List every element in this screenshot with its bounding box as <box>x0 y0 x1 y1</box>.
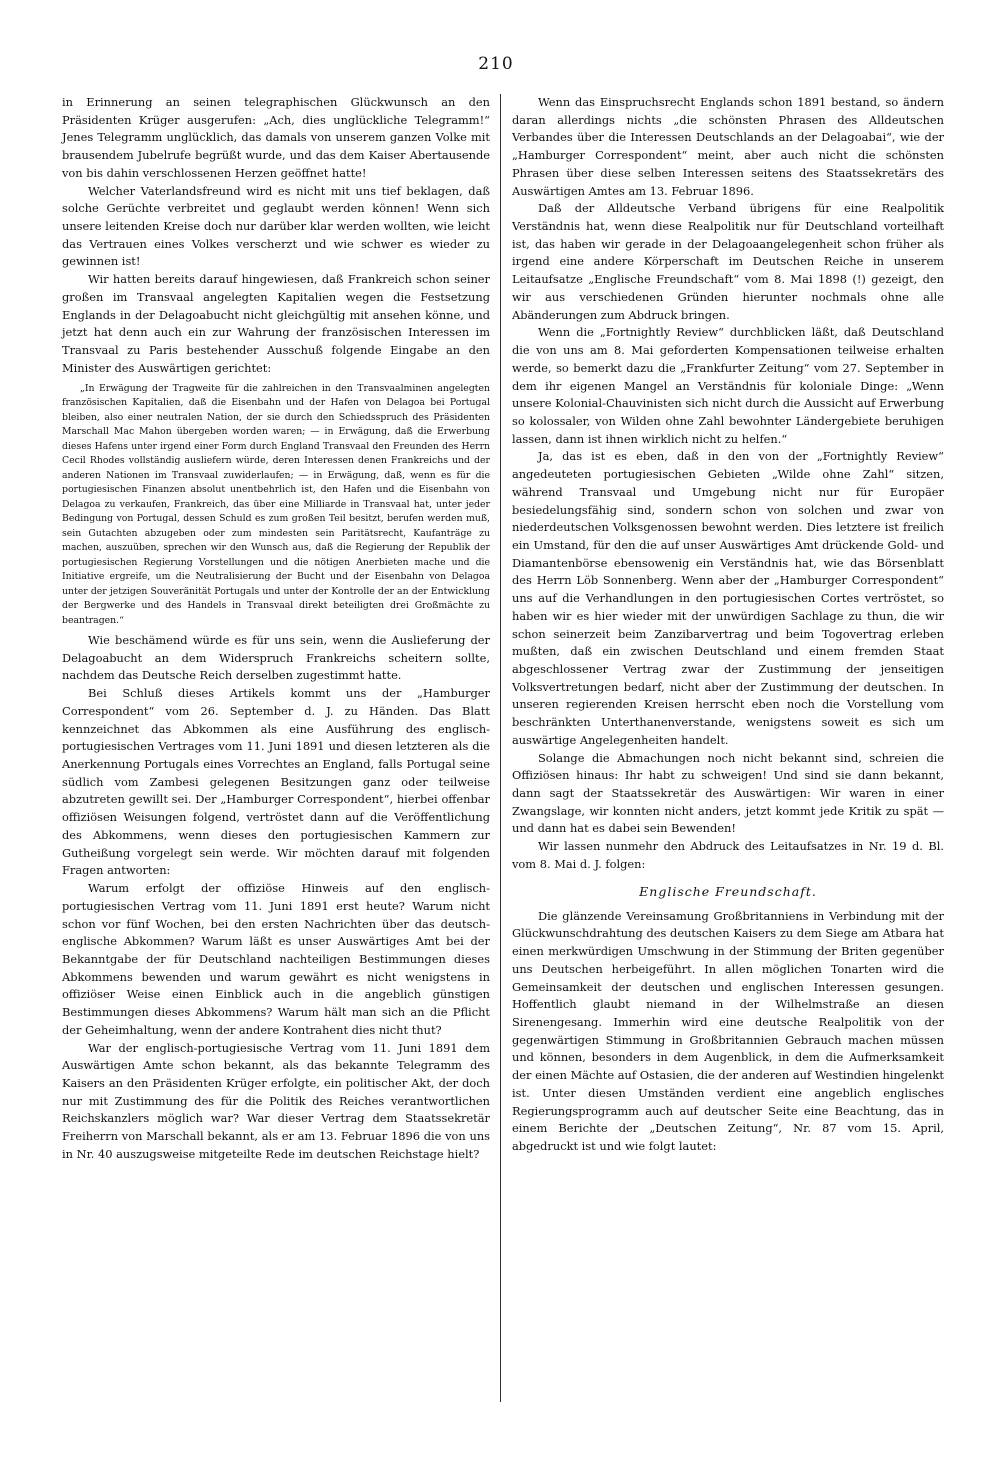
paragraph: Wenn das Einspruchsrecht Englands schon 1891 bestand, so ändern daran allerdings nichts „die schönsten Phrasen des Alldeutschen Verbandes über die Interessen Deutschlands an der Delagoabai“, wie der „Hamburger Correspondent“ meint, aber auch nicht die schönsten Phrasen über diese selben Interessen seitens des Staatssekretärs des Auswärtigen Amtes am 13. Februar 1896. <box>512 95 944 198</box>
column-divider <box>500 94 501 1402</box>
quoted-passage: „In Erwägung der Tragweite für die zahlreichen in den Transvaalminen angelegten französischen Kapitalien, daß die Eisenbahn und der Hafen von Delagoa bei Portugal bleiben, also einer neutralen Nation, der sie durch den Schiedsspruch des Präsidenten Marschall Mac Mahon übergeben worden waren; — in Erwägung, daß die Erwerbung dieses Hafens unter irgend einer Form durch England Transvaal den Freunden des Herrn Cecil Rhodes vollständig ausliefern würde, deren Interessen denen Frankreichs und der anderen Nationen im Transvaal zuwiderlaufen; — in Erwägung, daß, wenn es für die portugiesischen Finanzen absolut unentbehrlich ist, den Hafen und die Eisenbahn von Delagoa zu verkaufen, Frankreich, das über eine Milliarde in Transvaal hat, unter jeder Bedingung von Portugal, dessen Schuld es zum großen Teil besitzt, berufen werden muß, sein Gutachten abzugeben oder zum mindesten sein Paritätsrecht, Kaufanträge zu machen, auszuüben, sprechen wir den Wunsch aus, daß die Regierung der Republik der portugiesischen Regierung Vorstellungen und die nötigen Anerbieten mache und die Initiative ergreife, um die Neutralisierung der Bucht und der Eisenbahn von Delagoa unter der jetzigen Souveränität Portugals und unter der Kontrolle der an der Entwicklung der Bergwerke und des Handels in Transvaal direkt beteiligten drei Großmächte zu beantragen.“ <box>62 382 490 626</box>
paragraph: Bei Schluß dieses Artikels kommt uns der „Hamburger Correspondent“ vom 26. September d. J. zu Händen. Das Blatt kennzeichnet das Abkommen als eine Ausführung des englisch-portugiesischen Vertrages vom 11. Juni 1891 und diesen letzteren als die Anerkennung Portugals eines Vorrechtes an England, falls Portugal seine südlich vom Zambesi gelegenen Besitzungen ganz oder teilweise abzutreten gewillt sei. Der „Hamburger Correspondent“, hierbei offenbar offiziösen Weisungen folgend, vertröstet dann auf die Veröffentlichung des Abkommens, wenn dieses den portugiesischen Kammern zur Gutheißung vorgelegt sein werde. Wir möchten darauf mit folgenden Fragen antworten: <box>62 686 490 878</box>
paragraph: Welcher Vaterlandsfreund wird es nicht mit uns tief beklagen, daß solche Gerüchte verbreitet und geglaubt werden können! Wenn sich unsere leitenden Kreise doch nur darüber klar werden wollten, wie leicht das Vertrauen eines Volkes verscherzt und wie schwer es wieder zu gewinnen ist! <box>62 183 490 269</box>
paragraph: in Erinnerung an seinen telegraphischen Glückwunsch an den Präsidenten Krüger ausgerufen: „Ach, dies unglückliche Telegramm!“ Jenes Telegramm unglücklich, das damals von unserem ganzen Volke mit brausendem Jubelrufe begrüßt wurde, und das dem Kaiser Abertausende von bis dahin verschlossenen Herzen geöffnet hatte! <box>62 95 490 180</box>
paragraph: Ja, das ist es eben, daß in den von der „Fortnightly Review“ angedeuteten portugiesischen Gebieten „Wilde ohne Zahl“ sitzen, während Transvaal und Umgebung nicht nur für Europäer besiedelungsfähig sind, sondern schon von solchen und zwar von niederdeutschen Volksgenossen bewohnt werden. Dies letztere ist freilich ein Umstand, für den die auf unser Auswärtiges Amt drückende Gold- und Diamantenbörse ebensowenig ein Verständnis hat, wie das Börsenblatt des Herrn Löb Sonnenberg. Wenn aber der „Hamburger Correspondent“ uns auf die Verhandlungen in den portugiesischen Cortes vertröstet, so haben wir es hier wieder mit der unwürdigen Sachlage zu thun, die wir schon seinerzeit beim Zanzibarvertrag und beim Togovertrag erleben mußten, daß ein zwischen Deutschland und einem fremden Staat abgeschlossener Vertrag zwar der Zustimmung der jenseitigen Volksvertretungen bedarf, nicht aber der Zustimmung der deutschen. In unseren regierenden Kreisen herrscht eben noch die Vorstellung vom beschränkten Unterthanenverstande, wenigstens soweit es sich um auswärtige Angelegenheiten handelt. <box>512 449 944 747</box>
paragraph: Wie beschämend würde es für uns sein, wenn die Auslieferung der Delagoabucht an dem Widerspruch Frankreichs scheitern sollte, nachdem das Deutsche Reich derselben zugestimmt hatte. <box>62 633 490 683</box>
page-number: 210 <box>478 54 514 74</box>
paragraph: Die glänzende Vereinsamung Großbritanniens in Verbindung mit der Glückwunschdrahtung des deutschen Kaisers zu dem Siege am Atbara hat einen merkwürdigen Umschwung in der Stimmung der Briten gegenüber uns Deutschen herbeigeführt. In allen möglichen Tonarten wird die Gemeinsamkeit der deutschen und englischen Interessen gesungen. Hoffentlich glaubt niemand in der Wilhelmstraße an diesen Sirenengesang. Immerhin wird eine deutsche Realpolitik von der gegenwärtigen Stimmung in Großbritannien Gebrauch machen müssen und können, besonders in dem Augenblick, in dem die Aufmerksamkeit der einen Mächte auf Ostasien, die der anderen auf Westindien hingelenkt ist. Unter diesen Umständen verdient eine angeblich englisches Regierungsprogramm auch auf deutscher Seite eine Beachtung, das in einem Berichte der „Deutschen Zeitung“, Nr. 87 vom 15. April, abgedruckt ist und wie folgt lautet: <box>512 908 944 1153</box>
paragraph: Wir lassen nunmehr den Abdruck des Leitaufsatzes in Nr. 19 d. Bl. vom 8. Mai d. J. folgen: <box>512 839 944 871</box>
right-column <box>512 94 944 1156</box>
left-column <box>62 94 490 1164</box>
paragraph: Daß der Alldeutsche Verband übrigens für eine Realpolitik Verständnis hat, wenn diese Realpolitik nur für Deutschland vorteilhaft ist, das haben wir gerade in der Delagoaangelegenheit schon früher als irgend eine andere Körperschaft im Deutschen Reiche in unserem Leitaufsatze „Englische Freundschaft“ vom 8. Mai 1898 (!) gezeigt, den wir aus verschiedenen Gründen hierunter nochmals ohne alle Abänderungen zum Abdruck bringen. <box>512 201 944 322</box>
paragraph: Wenn die „Fortnightly Review“ durchblicken läßt, daß Deutschland die von uns am 8. Mai geforderten Kompensationen teilweise erhalten werde, so bemerkt dazu die „Frankfurter Zeitung“ vom 27. September in dem ihr eigenen Mangel an Verständnis für koloniale Dinge: „Wenn unsere Kolonial-Chauvinisten sich nicht durch die Aussicht auf Erwerbung so kolossaler, von Wilden ohne Zahl bewohnter Ländergebiete beruhigen lassen, dann ist ihnen wirklich nicht zu helfen.“ <box>512 325 944 446</box>
paragraph: War der englisch-portugiesische Vertrag vom 11. Juni 1891 dem Auswärtigen Amte schon bekannt, als das bekannte Telegramm des Kaisers an den Präsidenten Krüger erfolgte, ein politischer Akt, der doch nur mit Zustimmung des für die Politik des Reiches verantwortlichen Reichskanzlers möglich war? War dieser Vertrag dem Staatssekretär Freiherrn von Marschall bekannt, als er am 13. Februar 1896 die von uns in Nr. 40 auszugsweise mitgeteilte Rede im deutschen Reichstage hielt? <box>62 1040 490 1161</box>
paragraph: Warum erfolgt der offiziöse Hinweis auf den englisch-portugiesischen Vertrag vom 11. Juni 1891 erst heute? Warum nicht schon vor fünf Wochen, bei den ersten Nachrichten über das deutsch-englische Abkommen? Warum läßt es unser Auswärtiges Amt bei der Bekanntgabe der für Deutschland nachteiligen Bestimmungen dieses Abkommens bewenden und warum gewährt es nicht wenigstens in offiziöser Weise einen Einblick auch in die angeblich günstigen Bestimmungen dieses Abkommens? Warum hält man sich an die Pflicht der Geheimhaltung, wenn der andere Kontrahent dies nicht thut? <box>62 881 490 1037</box>
paragraph: Wir hatten bereits darauf hingewiesen, daß Frankreich schon seiner großen im Transvaal angelegten Kapitalien wegen die Festsetzung Englands in der Delagoabucht nicht gleichgültig mit ansehen könne, und jetzt hat denn auch ein zur Wahrung der französischen Interessen im Transvaal zu Paris bestehender Ausschuß folgende Eingabe an den Minister des Auswärtigen gerichtet: <box>62 272 490 375</box>
section-heading: Englische Freundschaft. <box>639 883 817 899</box>
paragraph: Solange die Abmachungen noch nicht bekannt sind, schreien die Offiziösen hinaus: Ihr habt zu schweigen! Und sind sie dann bekannt, dann sagt der Staatssekretär des Auswärtigen: Wir waren in einer Zwangslage, wir konnten nicht anders, jetzt kommt jede Kritik zu spät — und dann hat es dabei sein Bewenden! <box>512 750 944 836</box>
